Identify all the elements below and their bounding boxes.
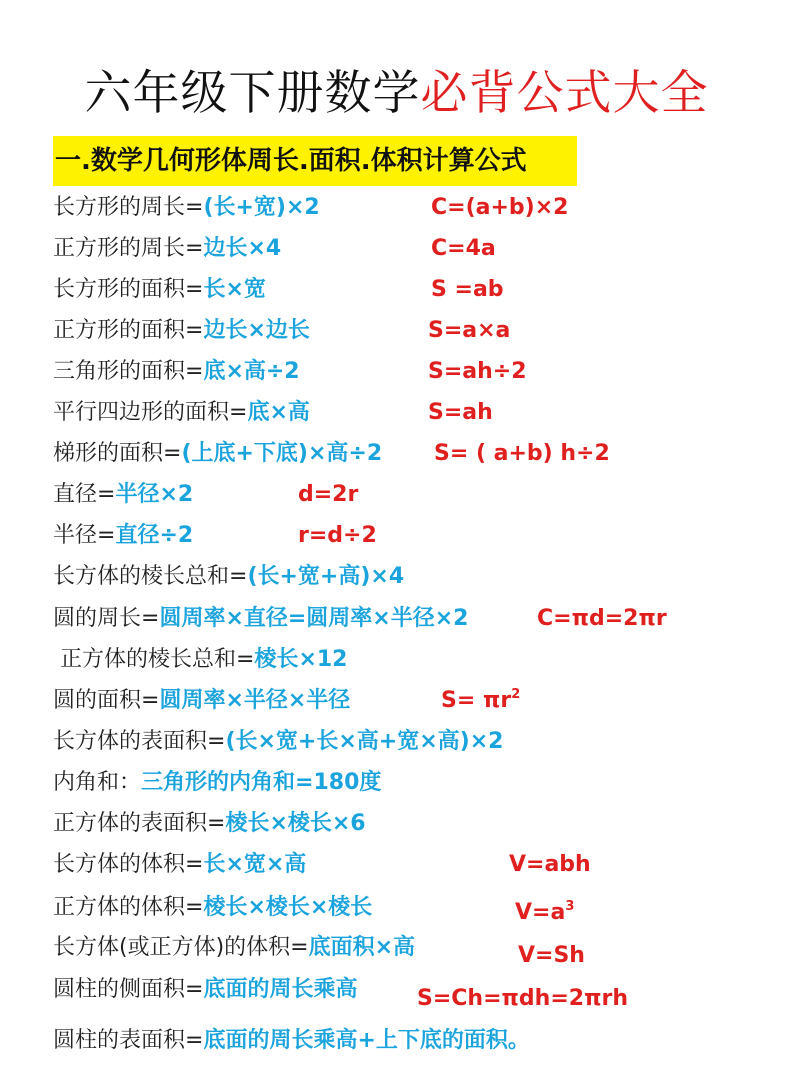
formula-symbolic: S =ab (431, 277, 504, 302)
formula-symbolic: S=ah÷2 (428, 359, 527, 384)
formula-row (0, 724, 793, 760)
formula-value: 长×宽 (203, 277, 266, 302)
formula-row (0, 806, 793, 842)
formula-symbolic: V=Sh (518, 943, 585, 968)
formula-value: 底面积×高 (308, 935, 416, 960)
formula-symbolic: C=4a (431, 236, 496, 261)
formula-value: 底面的周长乘高+上下底的面积。 (203, 1028, 530, 1053)
formula-symbolic: V=abh (509, 852, 591, 877)
formula-label: 圆柱的侧面积=底面的周长乘高 (53, 977, 358, 1002)
formula-label: 正方形的周长=边长×4 (53, 236, 282, 261)
formula-value: 圆周率×直径=圆周率×半径×2 (159, 606, 469, 631)
formula-symbolic: d=2r (298, 482, 359, 507)
formula-row (0, 559, 793, 595)
formula-value: 圆周率×半径×半径 (159, 688, 351, 713)
formula-label: 梯形的面积=(上底+下底)×高÷2 (53, 441, 383, 466)
formula-label: 内角和：三角形的内角和=180度 (53, 770, 382, 795)
formula-row (0, 765, 793, 801)
formula-superscript: 2 (511, 687, 521, 702)
formula-symbolic: S=Ch=πdh=2πrh (417, 986, 628, 1011)
formula-label: 长方体的体积=长×宽×高 (53, 852, 307, 877)
formula-row (0, 518, 793, 554)
formula-label: 圆的面积=圆周率×半径×半径 (53, 688, 351, 713)
formula-row (0, 436, 793, 472)
formula-row (0, 890, 793, 926)
formula-label: 正方体的表面积=棱长×棱长×6 (53, 811, 366, 836)
section-heading: 一.数学几何形体周长.面积.体积计算公式 (53, 136, 577, 186)
formula-value: 长×宽×高 (203, 852, 307, 877)
formula-label: 正方形的面积=边长×边长 (53, 318, 310, 343)
formula-symbolic: $V=a^3$ (515, 899, 575, 925)
formula-row (0, 972, 793, 1011)
formula-value: 半径×2 (115, 482, 194, 507)
formula-value: 棱长×12 (254, 647, 348, 672)
formula-value: (上底+下底)×高÷2 (181, 441, 383, 466)
formula-value: (长+宽)×2 (203, 195, 320, 220)
formula-value: (长×宽+长×高+宽×高)×2 (225, 729, 504, 754)
formula-row (0, 642, 793, 678)
formula-value: 三角形的内角和=180度 (141, 770, 382, 795)
formula-row (0, 1023, 793, 1059)
formula-label: 长方形的面积=长×宽 (53, 277, 266, 302)
formula-value: 底×高 (247, 400, 310, 425)
formula-row (0, 395, 793, 431)
formula-row (0, 601, 793, 637)
formula-row (0, 354, 793, 390)
formula-value: 底面的周长乘高 (203, 977, 358, 1002)
formula-label: 长方体(或正方体)的体积=底面积×高 (53, 935, 416, 960)
formula-row (0, 683, 793, 719)
formula-symbolic: $S= \pi r^2$ (441, 687, 521, 713)
formula-label: 直径=半径×2 (53, 482, 194, 507)
formula-row (0, 313, 793, 349)
formula-symbolic: C=πd=2πr (537, 606, 667, 631)
page-title (0, 62, 793, 126)
formula-label: 正方体的棱长总和=棱长×12 (53, 647, 348, 672)
formula-row (0, 231, 793, 267)
formula-value: 边长×边长 (203, 318, 310, 343)
formula-value: 底×高÷2 (203, 359, 300, 384)
formula-label: 正方体的体积=棱长×棱长×棱长 (53, 895, 373, 920)
formula-label: 长方形的周长=(长+宽)×2 (53, 195, 320, 220)
formula-symbolic: r=d÷2 (298, 523, 377, 548)
formula-value: 边长×4 (203, 236, 282, 261)
page-title-red: 必背公式大全 (420, 66, 709, 121)
formula-row (0, 477, 793, 513)
formula-label: 三角形的面积=底×高÷2 (53, 359, 300, 384)
formula-symbolic: S=ah (428, 400, 493, 425)
formula-symbolic: C=(a+b)×2 (431, 195, 569, 220)
formula-value: 棱长×棱长×棱长 (203, 895, 373, 920)
formula-label: 半径=直径÷2 (53, 523, 194, 548)
formula-label: 圆柱的表面积=底面的周长乘高+上下底的面积。 (53, 1028, 530, 1053)
formula-symbolic: S=a×a (428, 318, 511, 343)
formula-row (0, 930, 793, 966)
formula-label: 平行四边形的面积=底×高 (53, 400, 310, 425)
formula-value: 棱长×棱长×6 (225, 811, 366, 836)
formula-label: 长方体的表面积=(长×宽+长×高+宽×高)×2 (53, 729, 504, 754)
formula-label: 长方体的棱长总和=(长+宽+高)×4 (53, 564, 405, 589)
formula-value: (长+宽+高)×4 (247, 564, 405, 589)
formula-row (0, 190, 793, 226)
formula-row (0, 847, 793, 883)
formula-value: 直径÷2 (115, 523, 194, 548)
formula-row (0, 272, 793, 308)
formula-symbolic: S= ( a+b) h÷2 (434, 441, 610, 466)
page-title-black: 六年级下册数学 (84, 66, 421, 121)
formula-superscript: 3 (565, 899, 575, 914)
formula-label: 圆的周长=圆周率×直径=圆周率×半径×2 (53, 606, 469, 631)
